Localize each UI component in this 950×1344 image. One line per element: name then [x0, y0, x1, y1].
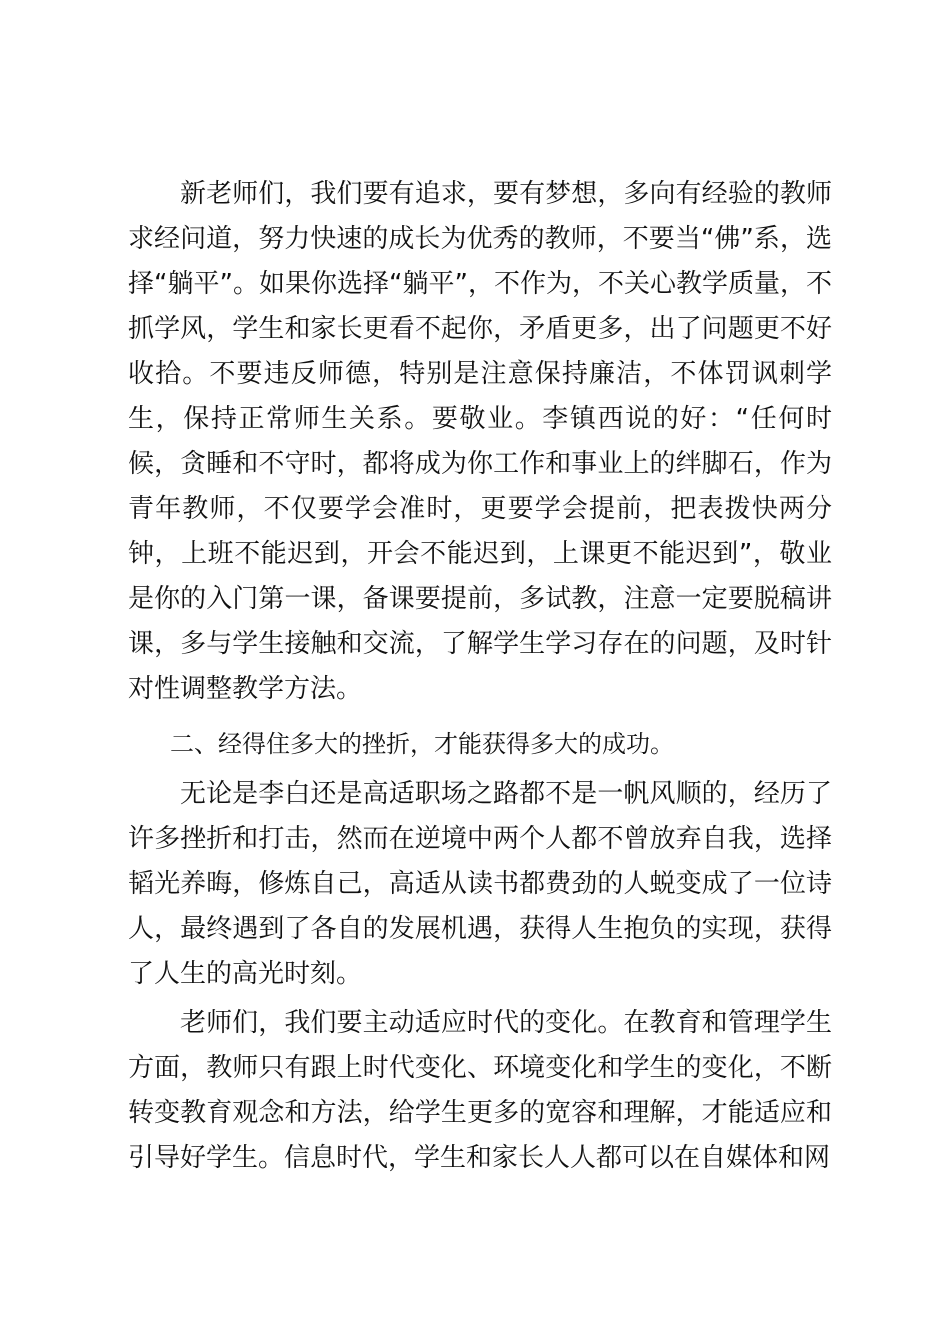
section-heading: 二、经得住多大的挫折，才能获得多大的成功。: [170, 730, 674, 758]
paragraph-li-bai-gao-shi: 无论是李白还是高适职场之路都不是一帆风顺的，经历了许多挫折和打击，然而在逆境中两个人都不曾放弃自我，选择韬光养晦，修炼自己，高适从读书都费劲的人蜕变成了一位诗人，最终遇到了各自的发展机遇，获得人生抱负的实现，获得了人生的高光时刻。: [128, 779, 832, 989]
paragraph-new-teachers: 新老师们，我们要有追求，要有梦想，多向有经验的教师求经问道，努力快速的成长为优秀的教师，不要当“佛”系，选择“躺平”。如果你选择“躺平”，不作为，不关心教学质量，不抓学风，学生和家长更看不起你，矛盾更多，出了问题更不好收拾。不要违反师德，特别是注意保持廉洁，不体罚讽刺学生，保持正常师生关系。要敬业。李镇西说的好：“任何时候，贪睡和不守时，都将成为你工作和事业上的绊脚石，作为青年教师，不仅要学会准时，更要学会提前，把表拨快两分钟，上班不能迟到，开会不能迟到，上课更不能迟到”，敬业是你的入门第一课，备课要提前，多试教，注意一定要脱稿讲课，多与学生接触和交流，了解学生学习存在的问题，及时针对性调整教学方法。: [128, 179, 832, 704]
paragraph-adapt-to-times: 老师们，我们要主动适应时代的变化。在教育和管理学生方面，教师只有跟上时代变化、环境变化和学生的变化，不断转变教育观念和方法，给学生更多的宽容和理解，才能适应和引导好学生。信息时代，学生和家长人人都可以在自媒体和网: [128, 1008, 832, 1173]
document-body: [128, 172, 832, 1181]
